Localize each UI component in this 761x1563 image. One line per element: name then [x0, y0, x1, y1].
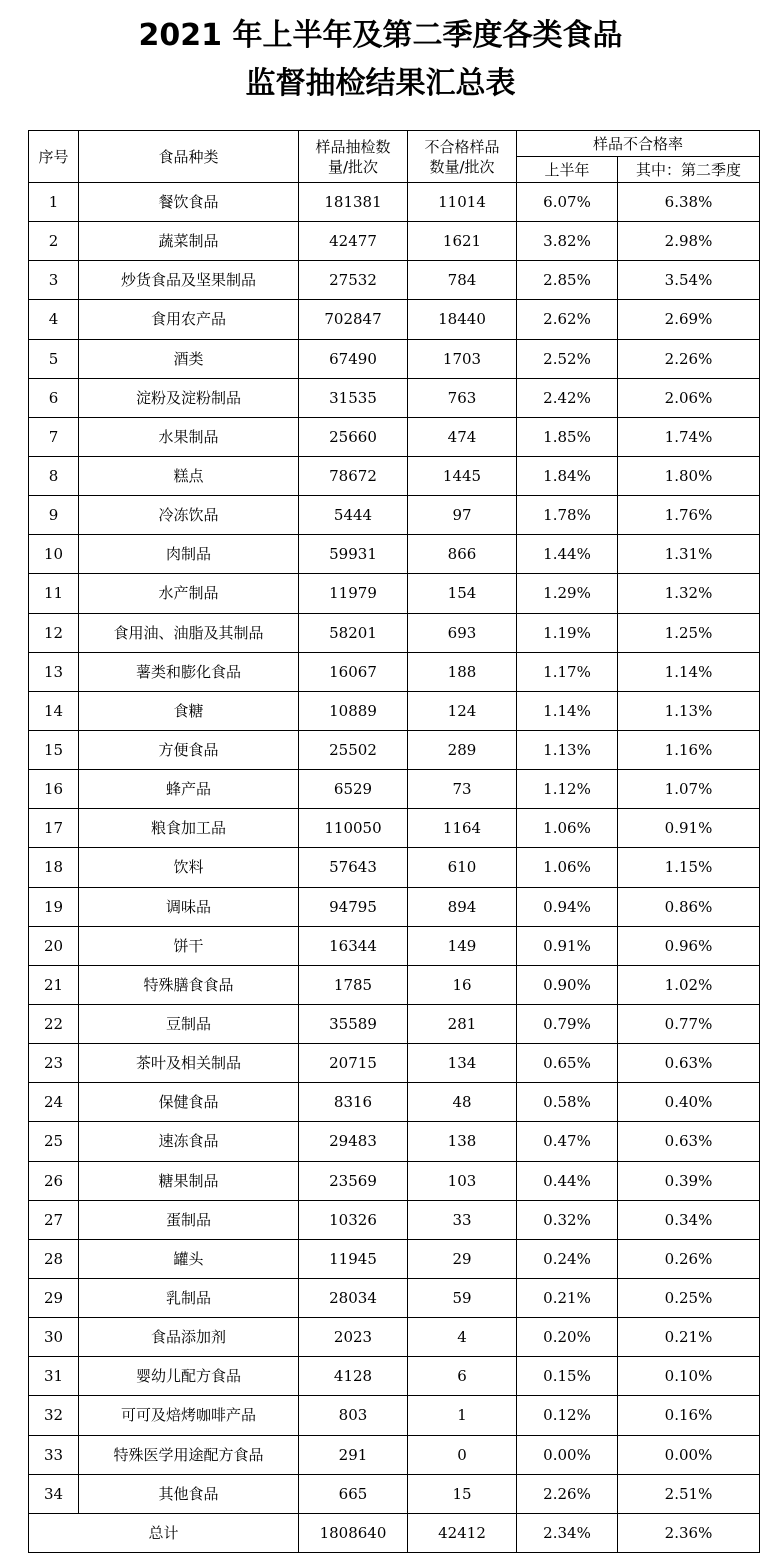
row-first-half-rate: 0.15% [517, 1357, 618, 1396]
inspection-results-table [28, 130, 760, 1553]
row-first-half-rate: 0.58% [517, 1083, 618, 1122]
row-failed: 1164 [408, 809, 517, 848]
header-rate: 样品不合格率 [517, 131, 760, 157]
row-first-half-rate: 0.12% [517, 1396, 618, 1435]
row-sampled: 11945 [299, 1239, 408, 1278]
row-name: 炒货食品及坚果制品 [79, 261, 299, 300]
row-q2-rate: 0.00% [618, 1435, 760, 1474]
row-failed: 29 [408, 1239, 517, 1278]
row-failed: 866 [408, 535, 517, 574]
row-failed: 134 [408, 1044, 517, 1083]
row-seq: 25 [29, 1122, 79, 1161]
row-failed: 33 [408, 1200, 517, 1239]
header-q2: 其中：第二季度 [618, 157, 760, 183]
table-row [29, 1161, 760, 1200]
row-name: 豆制品 [79, 1004, 299, 1043]
header-failed-text: 不合格样品数量/批次 [424, 137, 500, 176]
row-q2-rate: 2.06% [618, 378, 760, 417]
row-q2-rate: 0.96% [618, 926, 760, 965]
row-failed: 693 [408, 613, 517, 652]
header-sampled [299, 131, 408, 183]
row-name: 速冻食品 [79, 1122, 299, 1161]
row-first-half-rate: 0.00% [517, 1435, 618, 1474]
row-failed: 1621 [408, 222, 517, 261]
row-sampled: 702847 [299, 300, 408, 339]
table-row [29, 183, 760, 222]
total-sampled: 1808640 [299, 1513, 408, 1552]
row-q2-rate: 2.69% [618, 300, 760, 339]
total-first-half-rate: 2.34% [517, 1513, 618, 1552]
table-row [29, 417, 760, 456]
row-sampled: 4128 [299, 1357, 408, 1396]
row-sampled: 29483 [299, 1122, 408, 1161]
row-name: 餐饮食品 [79, 183, 299, 222]
row-name: 食用农产品 [79, 300, 299, 339]
row-seq: 33 [29, 1435, 79, 1474]
row-name: 粮食加工品 [79, 809, 299, 848]
row-name: 食糖 [79, 691, 299, 730]
row-failed: 124 [408, 691, 517, 730]
row-name: 糕点 [79, 456, 299, 495]
row-failed: 1703 [408, 339, 517, 378]
row-sampled: 67490 [299, 339, 408, 378]
table-row [29, 1435, 760, 1474]
row-name: 糖果制品 [79, 1161, 299, 1200]
row-seq: 24 [29, 1083, 79, 1122]
row-failed: 154 [408, 574, 517, 613]
table-row [29, 1239, 760, 1278]
row-seq: 32 [29, 1396, 79, 1435]
row-seq: 6 [29, 378, 79, 417]
row-first-half-rate: 0.32% [517, 1200, 618, 1239]
row-first-half-rate: 0.91% [517, 926, 618, 965]
row-first-half-rate: 1.78% [517, 496, 618, 535]
row-failed: 1445 [408, 456, 517, 495]
table-row [29, 496, 760, 535]
row-q2-rate: 0.21% [618, 1318, 760, 1357]
table-row [29, 1044, 760, 1083]
row-sampled: 59931 [299, 535, 408, 574]
row-failed: 11014 [408, 183, 517, 222]
table-row [29, 1474, 760, 1513]
row-q2-rate: 1.02% [618, 965, 760, 1004]
total-failed: 42412 [408, 1513, 517, 1552]
header-sampled-text: 样品抽检数量/批次 [315, 137, 391, 176]
row-name: 乳制品 [79, 1278, 299, 1317]
row-q2-rate: 1.13% [618, 691, 760, 730]
row-seq: 5 [29, 339, 79, 378]
row-first-half-rate: 1.13% [517, 730, 618, 769]
table-row [29, 1318, 760, 1357]
table-row [29, 1396, 760, 1435]
row-first-half-rate: 2.26% [517, 1474, 618, 1513]
row-sampled: 291 [299, 1435, 408, 1474]
row-q2-rate: 0.86% [618, 887, 760, 926]
row-failed: 784 [408, 261, 517, 300]
table-row [29, 965, 760, 1004]
row-q2-rate: 1.74% [618, 417, 760, 456]
row-q2-rate: 0.40% [618, 1083, 760, 1122]
row-seq: 18 [29, 848, 79, 887]
row-sampled: 27532 [299, 261, 408, 300]
row-seq: 28 [29, 1239, 79, 1278]
row-q2-rate: 0.63% [618, 1122, 760, 1161]
row-sampled: 16067 [299, 652, 408, 691]
row-q2-rate: 1.31% [618, 535, 760, 574]
table-row [29, 339, 760, 378]
row-q2-rate: 1.32% [618, 574, 760, 613]
row-first-half-rate: 1.12% [517, 770, 618, 809]
row-seq: 14 [29, 691, 79, 730]
row-first-half-rate: 1.06% [517, 809, 618, 848]
row-failed: 73 [408, 770, 517, 809]
row-failed: 474 [408, 417, 517, 456]
row-first-half-rate: 0.90% [517, 965, 618, 1004]
row-seq: 11 [29, 574, 79, 613]
row-q2-rate: 6.38% [618, 183, 760, 222]
row-failed: 138 [408, 1122, 517, 1161]
row-seq: 31 [29, 1357, 79, 1396]
row-name: 水果制品 [79, 417, 299, 456]
table-row [29, 1357, 760, 1396]
row-sampled: 94795 [299, 887, 408, 926]
row-seq: 16 [29, 770, 79, 809]
page-title-line1: 2021 年上半年及第二季度各类食品 [138, 18, 623, 53]
row-first-half-rate: 2.42% [517, 378, 618, 417]
row-sampled: 1785 [299, 965, 408, 1004]
row-failed: 0 [408, 1435, 517, 1474]
row-failed: 15 [408, 1474, 517, 1513]
row-sampled: 42477 [299, 222, 408, 261]
table-row [29, 1122, 760, 1161]
row-seq: 13 [29, 652, 79, 691]
row-seq: 8 [29, 456, 79, 495]
row-q2-rate: 0.10% [618, 1357, 760, 1396]
row-name: 冷冻饮品 [79, 496, 299, 535]
row-q2-rate: 0.39% [618, 1161, 760, 1200]
row-q2-rate: 1.76% [618, 496, 760, 535]
row-sampled: 31535 [299, 378, 408, 417]
table-row [29, 535, 760, 574]
header-failed [408, 131, 517, 183]
table-row [29, 378, 760, 417]
row-name: 婴幼儿配方食品 [79, 1357, 299, 1396]
row-first-half-rate: 0.47% [517, 1122, 618, 1161]
row-seq: 1 [29, 183, 79, 222]
row-name: 罐头 [79, 1239, 299, 1278]
row-name: 可可及焙烤咖啡产品 [79, 1396, 299, 1435]
row-name: 食品添加剂 [79, 1318, 299, 1357]
row-q2-rate: 0.77% [618, 1004, 760, 1043]
row-seq: 10 [29, 535, 79, 574]
row-first-half-rate: 1.17% [517, 652, 618, 691]
row-q2-rate: 0.16% [618, 1396, 760, 1435]
row-first-half-rate: 1.19% [517, 613, 618, 652]
row-first-half-rate: 2.62% [517, 300, 618, 339]
row-failed: 894 [408, 887, 517, 926]
row-seq: 12 [29, 613, 79, 652]
row-seq: 23 [29, 1044, 79, 1083]
row-first-half-rate: 1.29% [517, 574, 618, 613]
row-sampled: 57643 [299, 848, 408, 887]
row-q2-rate: 1.14% [618, 652, 760, 691]
row-q2-rate: 0.26% [618, 1239, 760, 1278]
row-first-half-rate: 6.07% [517, 183, 618, 222]
row-failed: 18440 [408, 300, 517, 339]
table-body [29, 183, 760, 1553]
table-row [29, 300, 760, 339]
row-failed: 16 [408, 965, 517, 1004]
row-q2-rate: 2.98% [618, 222, 760, 261]
row-sampled: 20715 [299, 1044, 408, 1083]
page-title-line2: 监督抽检结果汇总表 [245, 66, 516, 101]
row-failed: 103 [408, 1161, 517, 1200]
row-seq: 30 [29, 1318, 79, 1357]
row-q2-rate: 3.54% [618, 261, 760, 300]
row-seq: 34 [29, 1474, 79, 1513]
row-name: 蛋制品 [79, 1200, 299, 1239]
row-first-half-rate: 0.20% [517, 1318, 618, 1357]
table-row [29, 1083, 760, 1122]
table-row [29, 1200, 760, 1239]
row-q2-rate: 0.34% [618, 1200, 760, 1239]
row-name: 调味品 [79, 887, 299, 926]
row-name: 蜂产品 [79, 770, 299, 809]
table-row [29, 770, 760, 809]
row-first-half-rate: 0.65% [517, 1044, 618, 1083]
row-sampled: 11979 [299, 574, 408, 613]
row-failed: 97 [408, 496, 517, 535]
row-sampled: 803 [299, 1396, 408, 1435]
row-sampled: 5444 [299, 496, 408, 535]
row-sampled: 25660 [299, 417, 408, 456]
row-sampled: 78672 [299, 456, 408, 495]
table-row [29, 261, 760, 300]
row-first-half-rate: 1.84% [517, 456, 618, 495]
row-sampled: 110050 [299, 809, 408, 848]
total-q2-rate: 2.36% [618, 1513, 760, 1552]
row-q2-rate: 2.26% [618, 339, 760, 378]
table-row [29, 926, 760, 965]
table-row [29, 848, 760, 887]
row-failed: 289 [408, 730, 517, 769]
row-first-half-rate: 1.85% [517, 417, 618, 456]
row-seq: 15 [29, 730, 79, 769]
row-name: 茶叶及相关制品 [79, 1044, 299, 1083]
row-sampled: 10889 [299, 691, 408, 730]
row-first-half-rate: 2.52% [517, 339, 618, 378]
row-q2-rate: 1.07% [618, 770, 760, 809]
row-failed: 610 [408, 848, 517, 887]
row-q2-rate: 1.80% [618, 456, 760, 495]
row-name: 酒类 [79, 339, 299, 378]
row-sampled: 665 [299, 1474, 408, 1513]
row-name: 水产制品 [79, 574, 299, 613]
row-sampled: 25502 [299, 730, 408, 769]
row-q2-rate: 0.63% [618, 1044, 760, 1083]
row-name: 淀粉及淀粉制品 [79, 378, 299, 417]
row-name: 饼干 [79, 926, 299, 965]
table-row [29, 574, 760, 613]
row-first-half-rate: 1.14% [517, 691, 618, 730]
row-sampled: 23569 [299, 1161, 408, 1200]
row-name: 薯类和膨化食品 [79, 652, 299, 691]
row-seq: 17 [29, 809, 79, 848]
row-q2-rate: 1.25% [618, 613, 760, 652]
table-row [29, 652, 760, 691]
row-seq: 9 [29, 496, 79, 535]
row-failed: 188 [408, 652, 517, 691]
row-first-half-rate: 0.94% [517, 887, 618, 926]
header-first-half: 上半年 [517, 157, 618, 183]
row-q2-rate: 1.15% [618, 848, 760, 887]
row-failed: 763 [408, 378, 517, 417]
row-q2-rate: 1.16% [618, 730, 760, 769]
row-sampled: 6529 [299, 770, 408, 809]
row-q2-rate: 0.91% [618, 809, 760, 848]
row-name: 特殊膳食食品 [79, 965, 299, 1004]
header-seq: 序号 [29, 131, 79, 183]
row-name: 保健食品 [79, 1083, 299, 1122]
row-sampled: 16344 [299, 926, 408, 965]
total-label: 总计 [29, 1513, 299, 1552]
row-seq: 27 [29, 1200, 79, 1239]
row-failed: 48 [408, 1083, 517, 1122]
row-sampled: 8316 [299, 1083, 408, 1122]
row-seq: 3 [29, 261, 79, 300]
row-seq: 22 [29, 1004, 79, 1043]
row-seq: 7 [29, 417, 79, 456]
row-sampled: 58201 [299, 613, 408, 652]
table-row [29, 1004, 760, 1043]
row-seq: 19 [29, 887, 79, 926]
row-first-half-rate: 0.79% [517, 1004, 618, 1043]
row-sampled: 35589 [299, 1004, 408, 1043]
row-failed: 59 [408, 1278, 517, 1317]
row-sampled: 28034 [299, 1278, 408, 1317]
row-seq: 2 [29, 222, 79, 261]
row-failed: 1 [408, 1396, 517, 1435]
row-name: 方便食品 [79, 730, 299, 769]
table-row [29, 809, 760, 848]
table-row [29, 222, 760, 261]
row-name: 饮料 [79, 848, 299, 887]
table-row [29, 1278, 760, 1317]
row-failed: 149 [408, 926, 517, 965]
row-name: 食用油、油脂及其制品 [79, 613, 299, 652]
table-row [29, 730, 760, 769]
row-name: 其他食品 [79, 1474, 299, 1513]
row-sampled: 10326 [299, 1200, 408, 1239]
row-name: 蔬菜制品 [79, 222, 299, 261]
row-first-half-rate: 3.82% [517, 222, 618, 261]
row-failed: 281 [408, 1004, 517, 1043]
table-row [29, 691, 760, 730]
header-row-1 [29, 131, 760, 157]
row-first-half-rate: 0.21% [517, 1278, 618, 1317]
row-first-half-rate: 0.24% [517, 1239, 618, 1278]
total-row [29, 1513, 760, 1552]
row-seq: 21 [29, 965, 79, 1004]
row-sampled: 2023 [299, 1318, 408, 1357]
row-failed: 6 [408, 1357, 517, 1396]
row-q2-rate: 2.51% [618, 1474, 760, 1513]
row-q2-rate: 0.25% [618, 1278, 760, 1317]
row-name: 特殊医学用途配方食品 [79, 1435, 299, 1474]
row-seq: 29 [29, 1278, 79, 1317]
row-first-half-rate: 1.06% [517, 848, 618, 887]
table-row [29, 613, 760, 652]
header-category: 食品种类 [79, 131, 299, 183]
row-seq: 4 [29, 300, 79, 339]
row-first-half-rate: 0.44% [517, 1161, 618, 1200]
row-first-half-rate: 1.44% [517, 535, 618, 574]
row-seq: 26 [29, 1161, 79, 1200]
row-first-half-rate: 2.85% [517, 261, 618, 300]
table-row [29, 456, 760, 495]
row-sampled: 181381 [299, 183, 408, 222]
row-name: 肉制品 [79, 535, 299, 574]
row-seq: 20 [29, 926, 79, 965]
table-row [29, 887, 760, 926]
row-failed: 4 [408, 1318, 517, 1357]
